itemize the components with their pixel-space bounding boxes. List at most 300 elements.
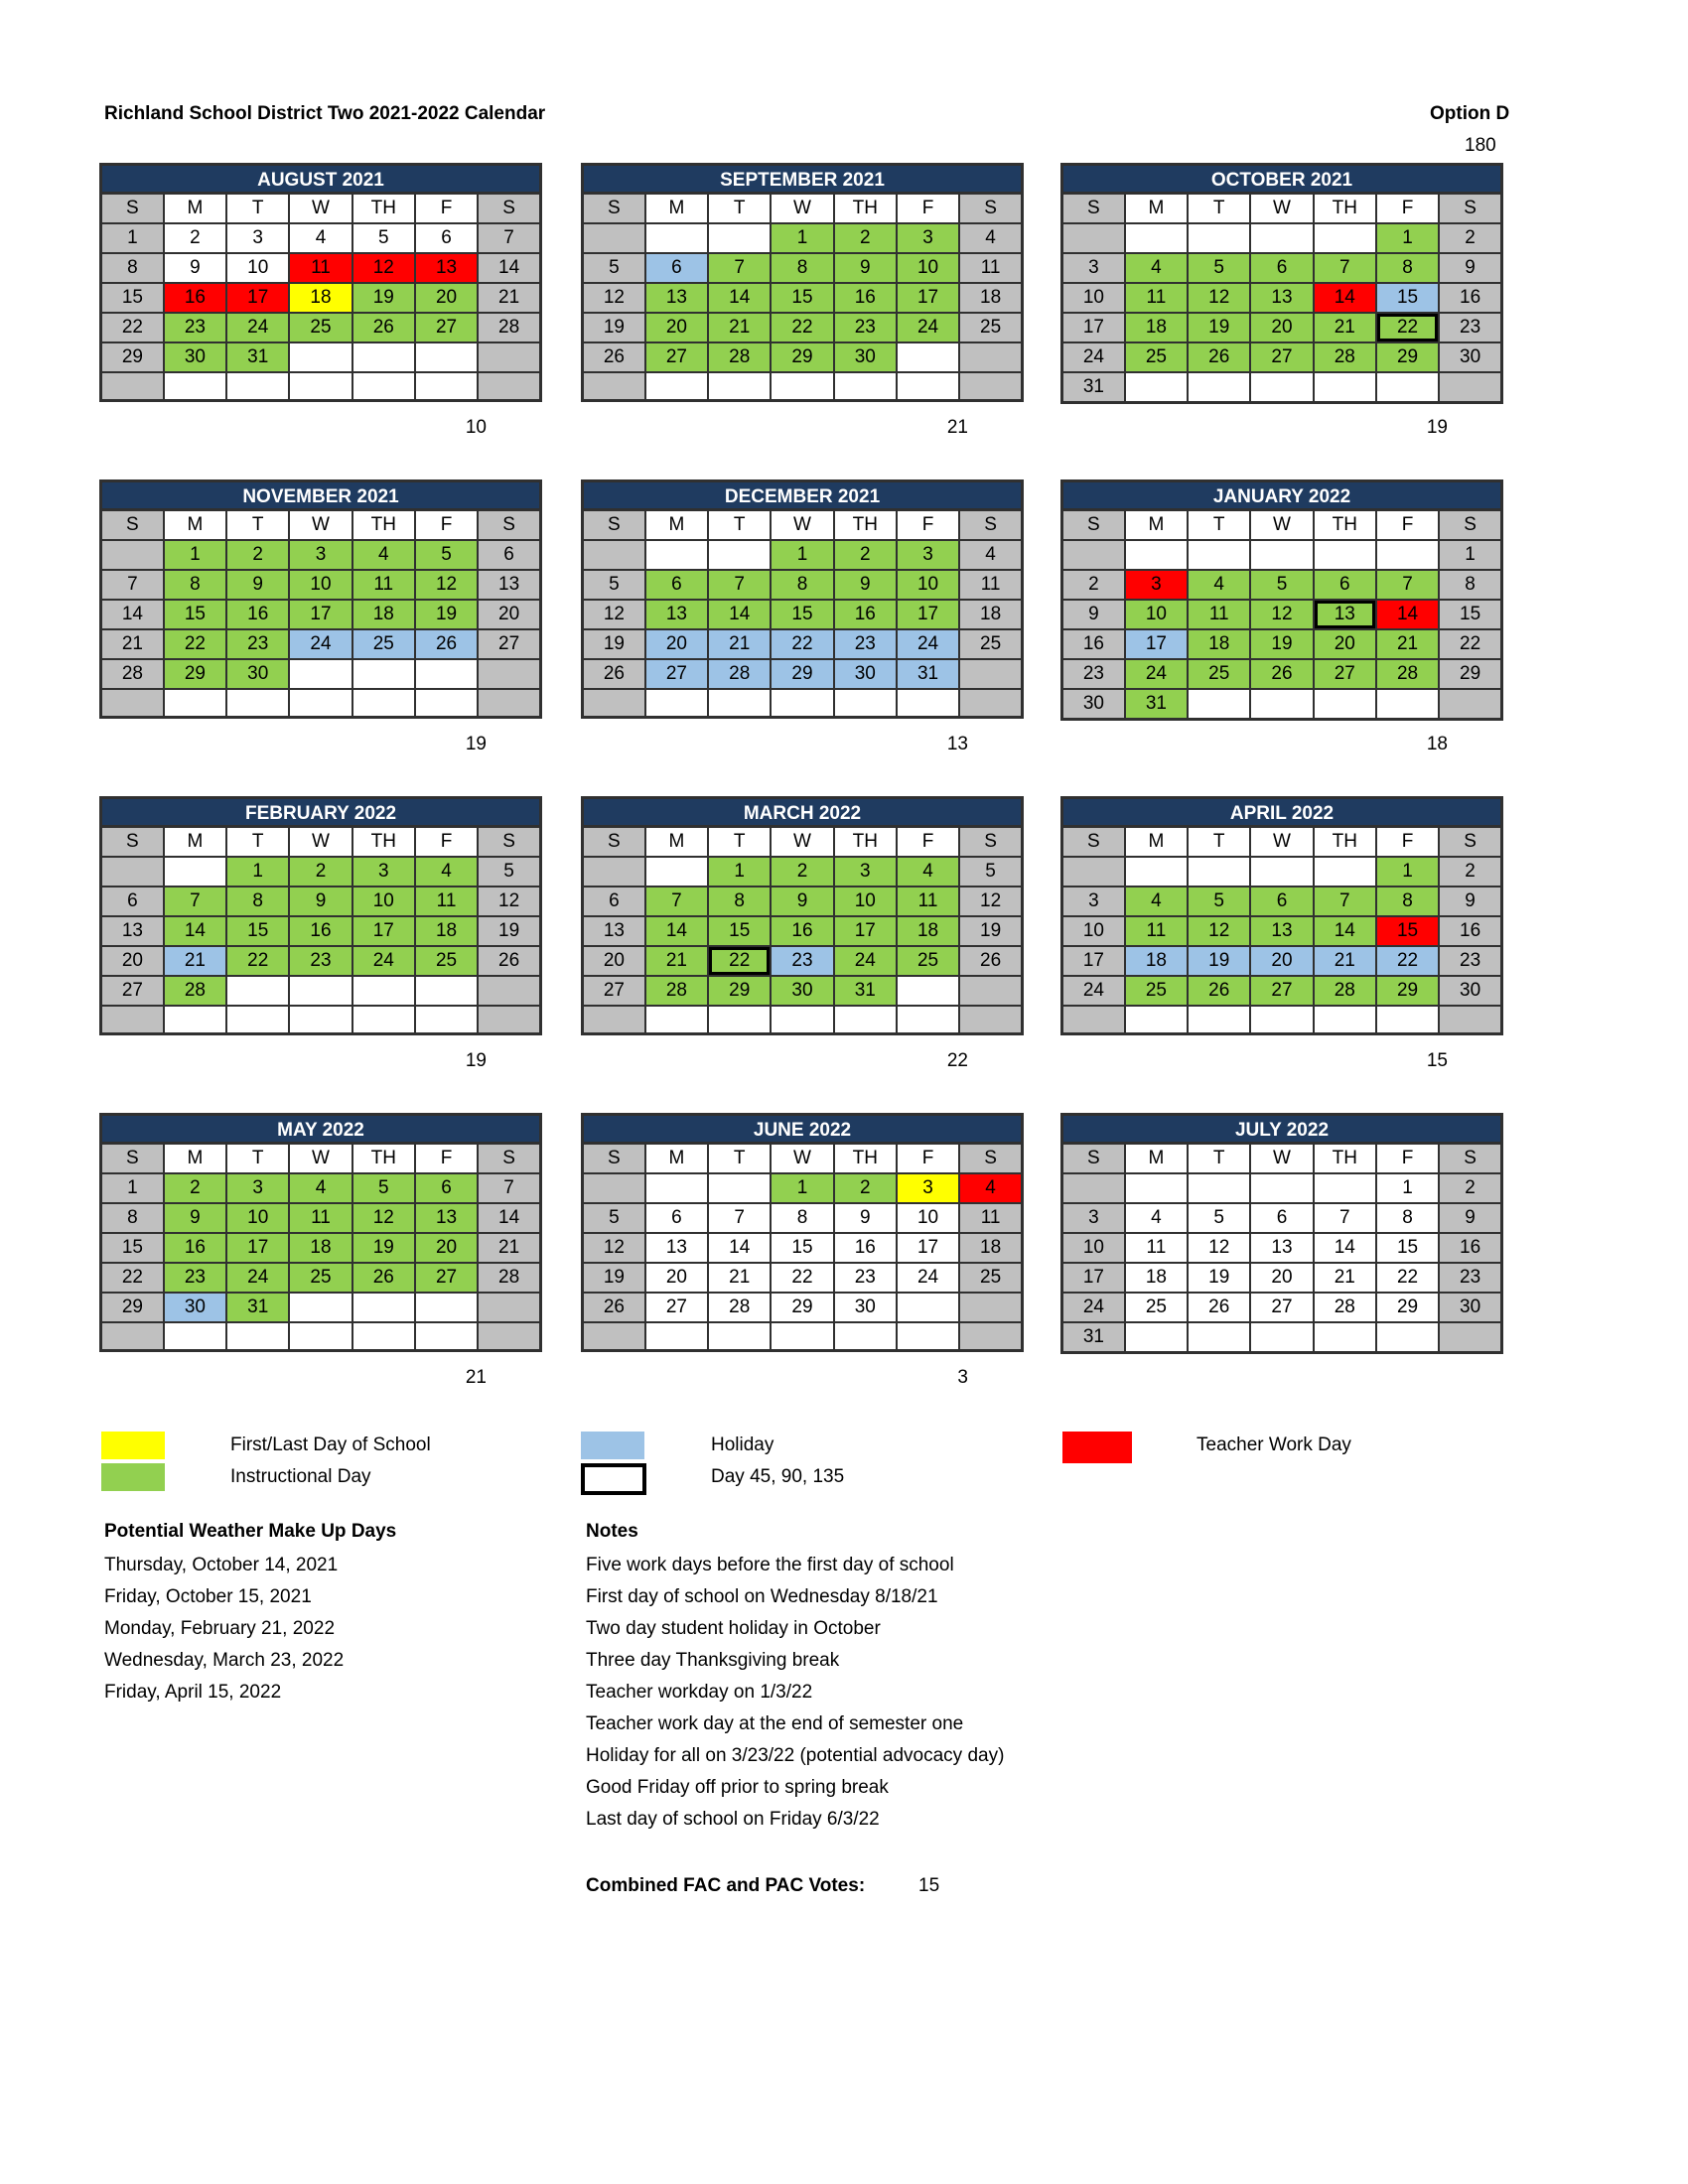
- day-cell: 12: [1188, 283, 1250, 313]
- month-table: [99, 508, 542, 719]
- day-cell: 21: [645, 946, 708, 976]
- weekday-header: T: [708, 194, 771, 224]
- day-cell: 25: [1188, 659, 1250, 689]
- day-cell: 5: [352, 1173, 415, 1203]
- weekday-header: T: [708, 510, 771, 541]
- day-cell: 26: [1188, 976, 1250, 1006]
- day-cell: 25: [959, 629, 1022, 659]
- weekday-header: TH: [834, 194, 897, 224]
- weekday-header: M: [645, 827, 708, 858]
- day-cell: 2: [1439, 223, 1501, 253]
- empty-cell: [1188, 689, 1250, 720]
- day-cell: 21: [164, 946, 226, 976]
- empty-cell: [583, 689, 645, 717]
- empty-cell: [164, 857, 226, 887]
- weekday-header: F: [415, 1144, 478, 1174]
- weekday-header: W: [289, 827, 352, 858]
- day-cell: 3: [226, 1173, 289, 1203]
- day-cell: 16: [1439, 916, 1501, 946]
- empty-cell: [289, 689, 352, 717]
- empty-cell: [1062, 857, 1125, 887]
- page-title: Richland School District Two 2021-2022 Calendar: [104, 103, 546, 124]
- empty-cell: [583, 1006, 645, 1033]
- day-cell: 5: [583, 253, 645, 283]
- day-cell: 17: [897, 600, 959, 629]
- weekday-header: W: [1250, 1144, 1313, 1174]
- day-cell: 20: [1250, 946, 1313, 976]
- day-cell: 5: [583, 570, 645, 600]
- day-cell: 4: [959, 540, 1022, 570]
- day-cell: 6: [1250, 1203, 1313, 1233]
- day-cell: 24: [1062, 342, 1125, 372]
- weekday-header: F: [897, 827, 959, 858]
- month-october-2021: [1060, 163, 1503, 404]
- weekday-header: S: [101, 827, 164, 858]
- empty-cell: [1250, 1322, 1313, 1353]
- weekday-header: M: [164, 194, 226, 224]
- day-cell: 5: [415, 540, 478, 570]
- day-cell: 9: [1062, 600, 1125, 629]
- empty-cell: [415, 342, 478, 372]
- empty-cell: [352, 976, 415, 1006]
- weekday-header: S: [959, 827, 1022, 858]
- weekday-header: TH: [352, 1144, 415, 1174]
- day-cell: 8: [1439, 570, 1501, 600]
- day-cell: 4: [1125, 1203, 1188, 1233]
- day-cell: 16: [1062, 629, 1125, 659]
- empty-cell: [771, 1322, 833, 1350]
- day-cell: 23: [164, 313, 226, 342]
- day-cell: 16: [289, 916, 352, 946]
- day-cell: 25: [1125, 976, 1188, 1006]
- empty-cell: [164, 1322, 226, 1350]
- day-cell: 26: [1188, 342, 1250, 372]
- day-cell: 8: [771, 253, 833, 283]
- empty-cell: [583, 1322, 645, 1350]
- day-cell: 2: [289, 857, 352, 887]
- day-cell: 10: [1062, 1233, 1125, 1263]
- day-cell: 12: [478, 887, 540, 916]
- day-cell: 2: [834, 540, 897, 570]
- teacher-work-swatch: [1062, 1432, 1132, 1463]
- day-cell: 28: [478, 1263, 540, 1293]
- day-cell: 12: [1188, 916, 1250, 946]
- weekday-header: T: [226, 827, 289, 858]
- day-cell: 8: [101, 253, 164, 283]
- day-cell: 18: [1125, 313, 1188, 342]
- day-cell: 21: [708, 313, 771, 342]
- empty-cell: [1188, 223, 1250, 253]
- empty-cell: [1376, 540, 1439, 570]
- day-cell: 7: [708, 1203, 771, 1233]
- day-cell: 19: [352, 1233, 415, 1263]
- month-table: [99, 192, 542, 402]
- day-cell: 8: [771, 570, 833, 600]
- day-cell: 15: [1439, 600, 1501, 629]
- empty-cell: [1376, 1006, 1439, 1033]
- month-may-2022: [99, 1113, 542, 1352]
- month-day-count: 21: [946, 417, 968, 438]
- day-cell: 1: [771, 540, 833, 570]
- empty-cell: [645, 857, 708, 887]
- day-cell: 28: [1314, 976, 1376, 1006]
- weekday-header: W: [1250, 510, 1313, 541]
- empty-cell: [415, 976, 478, 1006]
- month-table: [99, 1142, 542, 1352]
- day-cell: 25: [415, 946, 478, 976]
- empty-cell: [897, 1293, 959, 1322]
- month-september-2021: [581, 163, 1024, 402]
- day-cell: 17: [897, 283, 959, 313]
- weekday-header: F: [1376, 194, 1439, 224]
- day-cell: 17: [1062, 946, 1125, 976]
- empty-cell: [771, 1006, 833, 1033]
- weekday-header: S: [1062, 510, 1125, 541]
- day-cell: 11: [289, 1203, 352, 1233]
- weekday-header: T: [708, 827, 771, 858]
- day-cell: 15: [1376, 1233, 1439, 1263]
- day-cell: 3: [897, 223, 959, 253]
- month-day-count: 3: [957, 1367, 968, 1388]
- day-cell: 26: [583, 342, 645, 372]
- day-cell: 9: [164, 1203, 226, 1233]
- day-cell: 29: [1439, 659, 1501, 689]
- empty-cell: [415, 1322, 478, 1350]
- month-day-count: 10: [465, 417, 487, 438]
- month-day-count: 22: [946, 1050, 968, 1071]
- day-cell: 16: [834, 283, 897, 313]
- empty-cell: [959, 689, 1022, 717]
- day-cell: 23: [1439, 313, 1501, 342]
- day-cell: 7: [708, 253, 771, 283]
- empty-cell: [1439, 1006, 1501, 1033]
- empty-cell: [1125, 857, 1188, 887]
- day-cell: 31: [834, 976, 897, 1006]
- empty-cell: [645, 223, 708, 253]
- weekday-header: M: [645, 194, 708, 224]
- day-cell: 23: [1062, 659, 1125, 689]
- list-item: Last day of school on Friday 6/3/22: [586, 1809, 880, 1830]
- empty-cell: [352, 689, 415, 717]
- day-cell: 24: [352, 946, 415, 976]
- empty-cell: [352, 659, 415, 689]
- empty-cell: [226, 1006, 289, 1033]
- weekday-header: M: [164, 510, 226, 541]
- day-cell: 5: [1250, 570, 1313, 600]
- day-cell: 24: [897, 629, 959, 659]
- day-cell: 10: [1062, 283, 1125, 313]
- empty-cell: [1250, 1173, 1313, 1203]
- empty-cell: [1314, 857, 1376, 887]
- day-cell: 9: [834, 253, 897, 283]
- list-item: Good Friday off prior to spring break: [586, 1777, 889, 1798]
- day-cell: 4: [1125, 253, 1188, 283]
- day-cell: 20: [583, 946, 645, 976]
- day-cell: 30: [834, 659, 897, 689]
- day-cell: 3: [1125, 570, 1188, 600]
- day-cell: 3: [289, 540, 352, 570]
- list-item: First day of school on Wednesday 8/18/21: [586, 1586, 938, 1607]
- day-cell: 11: [1125, 1233, 1188, 1263]
- day-cell: 21: [478, 1233, 540, 1263]
- empty-cell: [164, 689, 226, 717]
- day-cell: 13: [415, 253, 478, 283]
- day-cell: 21: [478, 283, 540, 313]
- day-cell: 4: [352, 540, 415, 570]
- day-cell: 25: [1125, 342, 1188, 372]
- empty-cell: [583, 857, 645, 887]
- day-cell: 13: [1250, 283, 1313, 313]
- empty-cell: [645, 1006, 708, 1033]
- day-cell: 5: [583, 1203, 645, 1233]
- empty-cell: [101, 1322, 164, 1350]
- day-cell: 21: [1314, 946, 1376, 976]
- day-cell: 26: [1250, 659, 1313, 689]
- day-cell: 14: [708, 600, 771, 629]
- weekday-header: S: [959, 1144, 1022, 1174]
- day-cell: 5: [1188, 1203, 1250, 1233]
- empty-cell: [226, 372, 289, 400]
- weekday-header: TH: [1314, 194, 1376, 224]
- month-august-2021: [99, 163, 542, 402]
- weekday-header: S: [583, 827, 645, 858]
- day-cell: 10: [897, 1203, 959, 1233]
- weather-list: [104, 1550, 344, 1708]
- day-cell: 7: [478, 223, 540, 253]
- weekday-header: S: [583, 194, 645, 224]
- list-item: Five work days before the first day of school: [586, 1555, 954, 1575]
- month-table: [581, 825, 1024, 1035]
- empty-cell: [897, 689, 959, 717]
- day-cell: 23: [164, 1263, 226, 1293]
- day-cell: 14: [708, 1233, 771, 1263]
- day-cell: 26: [959, 946, 1022, 976]
- day-cell: 2: [1439, 1173, 1501, 1203]
- empty-cell: [1125, 1006, 1188, 1033]
- day-cell: 7: [478, 1173, 540, 1203]
- month-day-count: 13: [946, 734, 968, 754]
- day-cell: 8: [1376, 1203, 1439, 1233]
- empty-cell: [1125, 372, 1188, 403]
- day-cell: 2: [771, 857, 833, 887]
- day-cell: 19: [583, 1263, 645, 1293]
- empty-cell: [289, 659, 352, 689]
- day-cell: 29: [1376, 342, 1439, 372]
- day-cell: 8: [1376, 253, 1439, 283]
- empty-cell: [645, 540, 708, 570]
- weekday-header: S: [478, 194, 540, 224]
- weekday-header: TH: [1314, 827, 1376, 858]
- empty-cell: [897, 1006, 959, 1033]
- empty-cell: [1376, 1322, 1439, 1353]
- day-cell: 1: [226, 857, 289, 887]
- empty-cell: [352, 372, 415, 400]
- empty-cell: [1125, 223, 1188, 253]
- day-cell: 2: [164, 1173, 226, 1203]
- empty-cell: [478, 659, 540, 689]
- empty-cell: [959, 342, 1022, 372]
- day-cell: 28: [645, 976, 708, 1006]
- day-cell: 30: [164, 342, 226, 372]
- empty-cell: [1439, 372, 1501, 403]
- day-cell: 1: [771, 223, 833, 253]
- weekday-header: T: [1188, 827, 1250, 858]
- month-day-count: 15: [1426, 1050, 1448, 1071]
- day-cell: 26: [583, 1293, 645, 1322]
- day-cell: 16: [1439, 1233, 1501, 1263]
- empty-cell: [834, 689, 897, 717]
- weekday-header: M: [164, 827, 226, 858]
- day-cell: 8: [1376, 887, 1439, 916]
- day-cell: 22: [101, 1263, 164, 1293]
- month-table: [1060, 192, 1503, 404]
- day-cell: 27: [1250, 342, 1313, 372]
- day-cell: 18: [1188, 629, 1250, 659]
- list-item: Two day student holiday in October: [586, 1618, 881, 1639]
- day-cell: 10: [352, 887, 415, 916]
- day-cell: 11: [415, 887, 478, 916]
- day-cell: 25: [289, 1263, 352, 1293]
- day-cell: 21: [1376, 629, 1439, 659]
- day-cell: 29: [164, 659, 226, 689]
- day-cell: 2: [834, 223, 897, 253]
- empty-cell: [645, 689, 708, 717]
- empty-cell: [352, 1293, 415, 1322]
- day-cell: 25: [959, 313, 1022, 342]
- day-cell: 22: [771, 629, 833, 659]
- month-day-count: 18: [1426, 734, 1448, 754]
- empty-cell: [289, 1322, 352, 1350]
- day-cell: 30: [1439, 342, 1501, 372]
- empty-cell: [959, 659, 1022, 689]
- day-cell: 1: [1376, 857, 1439, 887]
- empty-cell: [897, 976, 959, 1006]
- day-cell: 15: [771, 600, 833, 629]
- empty-cell: [289, 342, 352, 372]
- weekday-header: T: [708, 1144, 771, 1174]
- empty-cell: [1314, 223, 1376, 253]
- day-cell: 23: [1439, 1263, 1501, 1293]
- day-cell: 25: [959, 1263, 1022, 1293]
- day-cell: 17: [352, 916, 415, 946]
- weekday-header: TH: [352, 827, 415, 858]
- day-cell: 29: [101, 1293, 164, 1322]
- empty-cell: [289, 976, 352, 1006]
- month-title: JULY 2022: [1060, 1113, 1503, 1142]
- list-item: Holiday for all on 3/23/22 (potential advocacy day): [586, 1745, 1005, 1766]
- day-cell: 11: [1125, 283, 1188, 313]
- votes-label: Combined FAC and PAC Votes:: [586, 1875, 866, 1896]
- day-cell: 3: [834, 857, 897, 887]
- empty-cell: [478, 372, 540, 400]
- day-cell: 9: [1439, 1203, 1501, 1233]
- day-cell: 27: [1250, 976, 1313, 1006]
- day-cell: 21: [1314, 313, 1376, 342]
- empty-cell: [478, 1006, 540, 1033]
- empty-cell: [708, 223, 771, 253]
- day-cell: 20: [415, 283, 478, 313]
- empty-cell: [1376, 689, 1439, 720]
- votes-value: 15: [918, 1875, 940, 1896]
- weekday-header: T: [1188, 1144, 1250, 1174]
- day-cell: 21: [708, 629, 771, 659]
- day-cell: 24: [897, 313, 959, 342]
- weekday-header: TH: [352, 510, 415, 541]
- day-cell: 24: [226, 1263, 289, 1293]
- list-item: Wednesday, March 23, 2022: [104, 1650, 345, 1671]
- list-item: Teacher workday on 1/3/22: [586, 1682, 813, 1703]
- month-november-2021: [99, 479, 542, 719]
- day-cell: 6: [101, 887, 164, 916]
- day-cell: 9: [834, 1203, 897, 1233]
- weekday-header: T: [226, 510, 289, 541]
- day-cell: 6: [478, 540, 540, 570]
- empty-cell: [771, 689, 833, 717]
- weekday-header: S: [583, 1144, 645, 1174]
- month-february-2022: [99, 796, 542, 1035]
- day-cell: 6: [415, 223, 478, 253]
- empty-cell: [415, 372, 478, 400]
- day-cell: 2: [226, 540, 289, 570]
- day-cell: 12: [583, 283, 645, 313]
- day-cell: 27: [415, 1263, 478, 1293]
- day-cell: 19: [583, 629, 645, 659]
- day-marker-swatch: [581, 1463, 646, 1495]
- day-cell: 29: [771, 342, 833, 372]
- day-cell: 20: [415, 1233, 478, 1263]
- day-cell: 28: [1314, 1293, 1376, 1322]
- day-cell: 24: [289, 629, 352, 659]
- weekday-header: S: [1062, 1144, 1125, 1174]
- empty-cell: [771, 372, 833, 400]
- day-cell: 28: [478, 313, 540, 342]
- month-day-count: 19: [465, 1050, 487, 1071]
- day-cell: 1: [1439, 540, 1501, 570]
- day-cell: 13: [478, 570, 540, 600]
- weekday-header: S: [478, 827, 540, 858]
- day-cell: 30: [1439, 1293, 1501, 1322]
- day-cell: 23: [771, 946, 833, 976]
- day-cell: 16: [1439, 283, 1501, 313]
- day-cell: 4: [959, 1173, 1022, 1203]
- day-cell: 19: [583, 313, 645, 342]
- day-cell: 28: [708, 342, 771, 372]
- weekday-header: W: [771, 827, 833, 858]
- day-cell: 16: [771, 916, 833, 946]
- day-cell: 10: [897, 570, 959, 600]
- day-cell: 13: [645, 600, 708, 629]
- day-cell: 20: [1250, 1263, 1313, 1293]
- day-cell: 11: [289, 253, 352, 283]
- day-cell: 18: [959, 600, 1022, 629]
- day-cell: 8: [771, 1203, 833, 1233]
- day-cell: 4: [1188, 570, 1250, 600]
- day-cell: 22: [771, 313, 833, 342]
- month-title: JANUARY 2022: [1060, 479, 1503, 508]
- day-cell: 5: [1188, 253, 1250, 283]
- empty-cell: [226, 1322, 289, 1350]
- empty-cell: [959, 372, 1022, 400]
- day-cell: 20: [645, 629, 708, 659]
- day-cell: 5: [1188, 887, 1250, 916]
- day-cell: 14: [1314, 1233, 1376, 1263]
- empty-cell: [415, 1293, 478, 1322]
- month-table: [581, 192, 1024, 402]
- empty-cell: [352, 1006, 415, 1033]
- day-cell: 6: [415, 1173, 478, 1203]
- holiday-swatch: [581, 1432, 644, 1459]
- day-cell: 27: [415, 313, 478, 342]
